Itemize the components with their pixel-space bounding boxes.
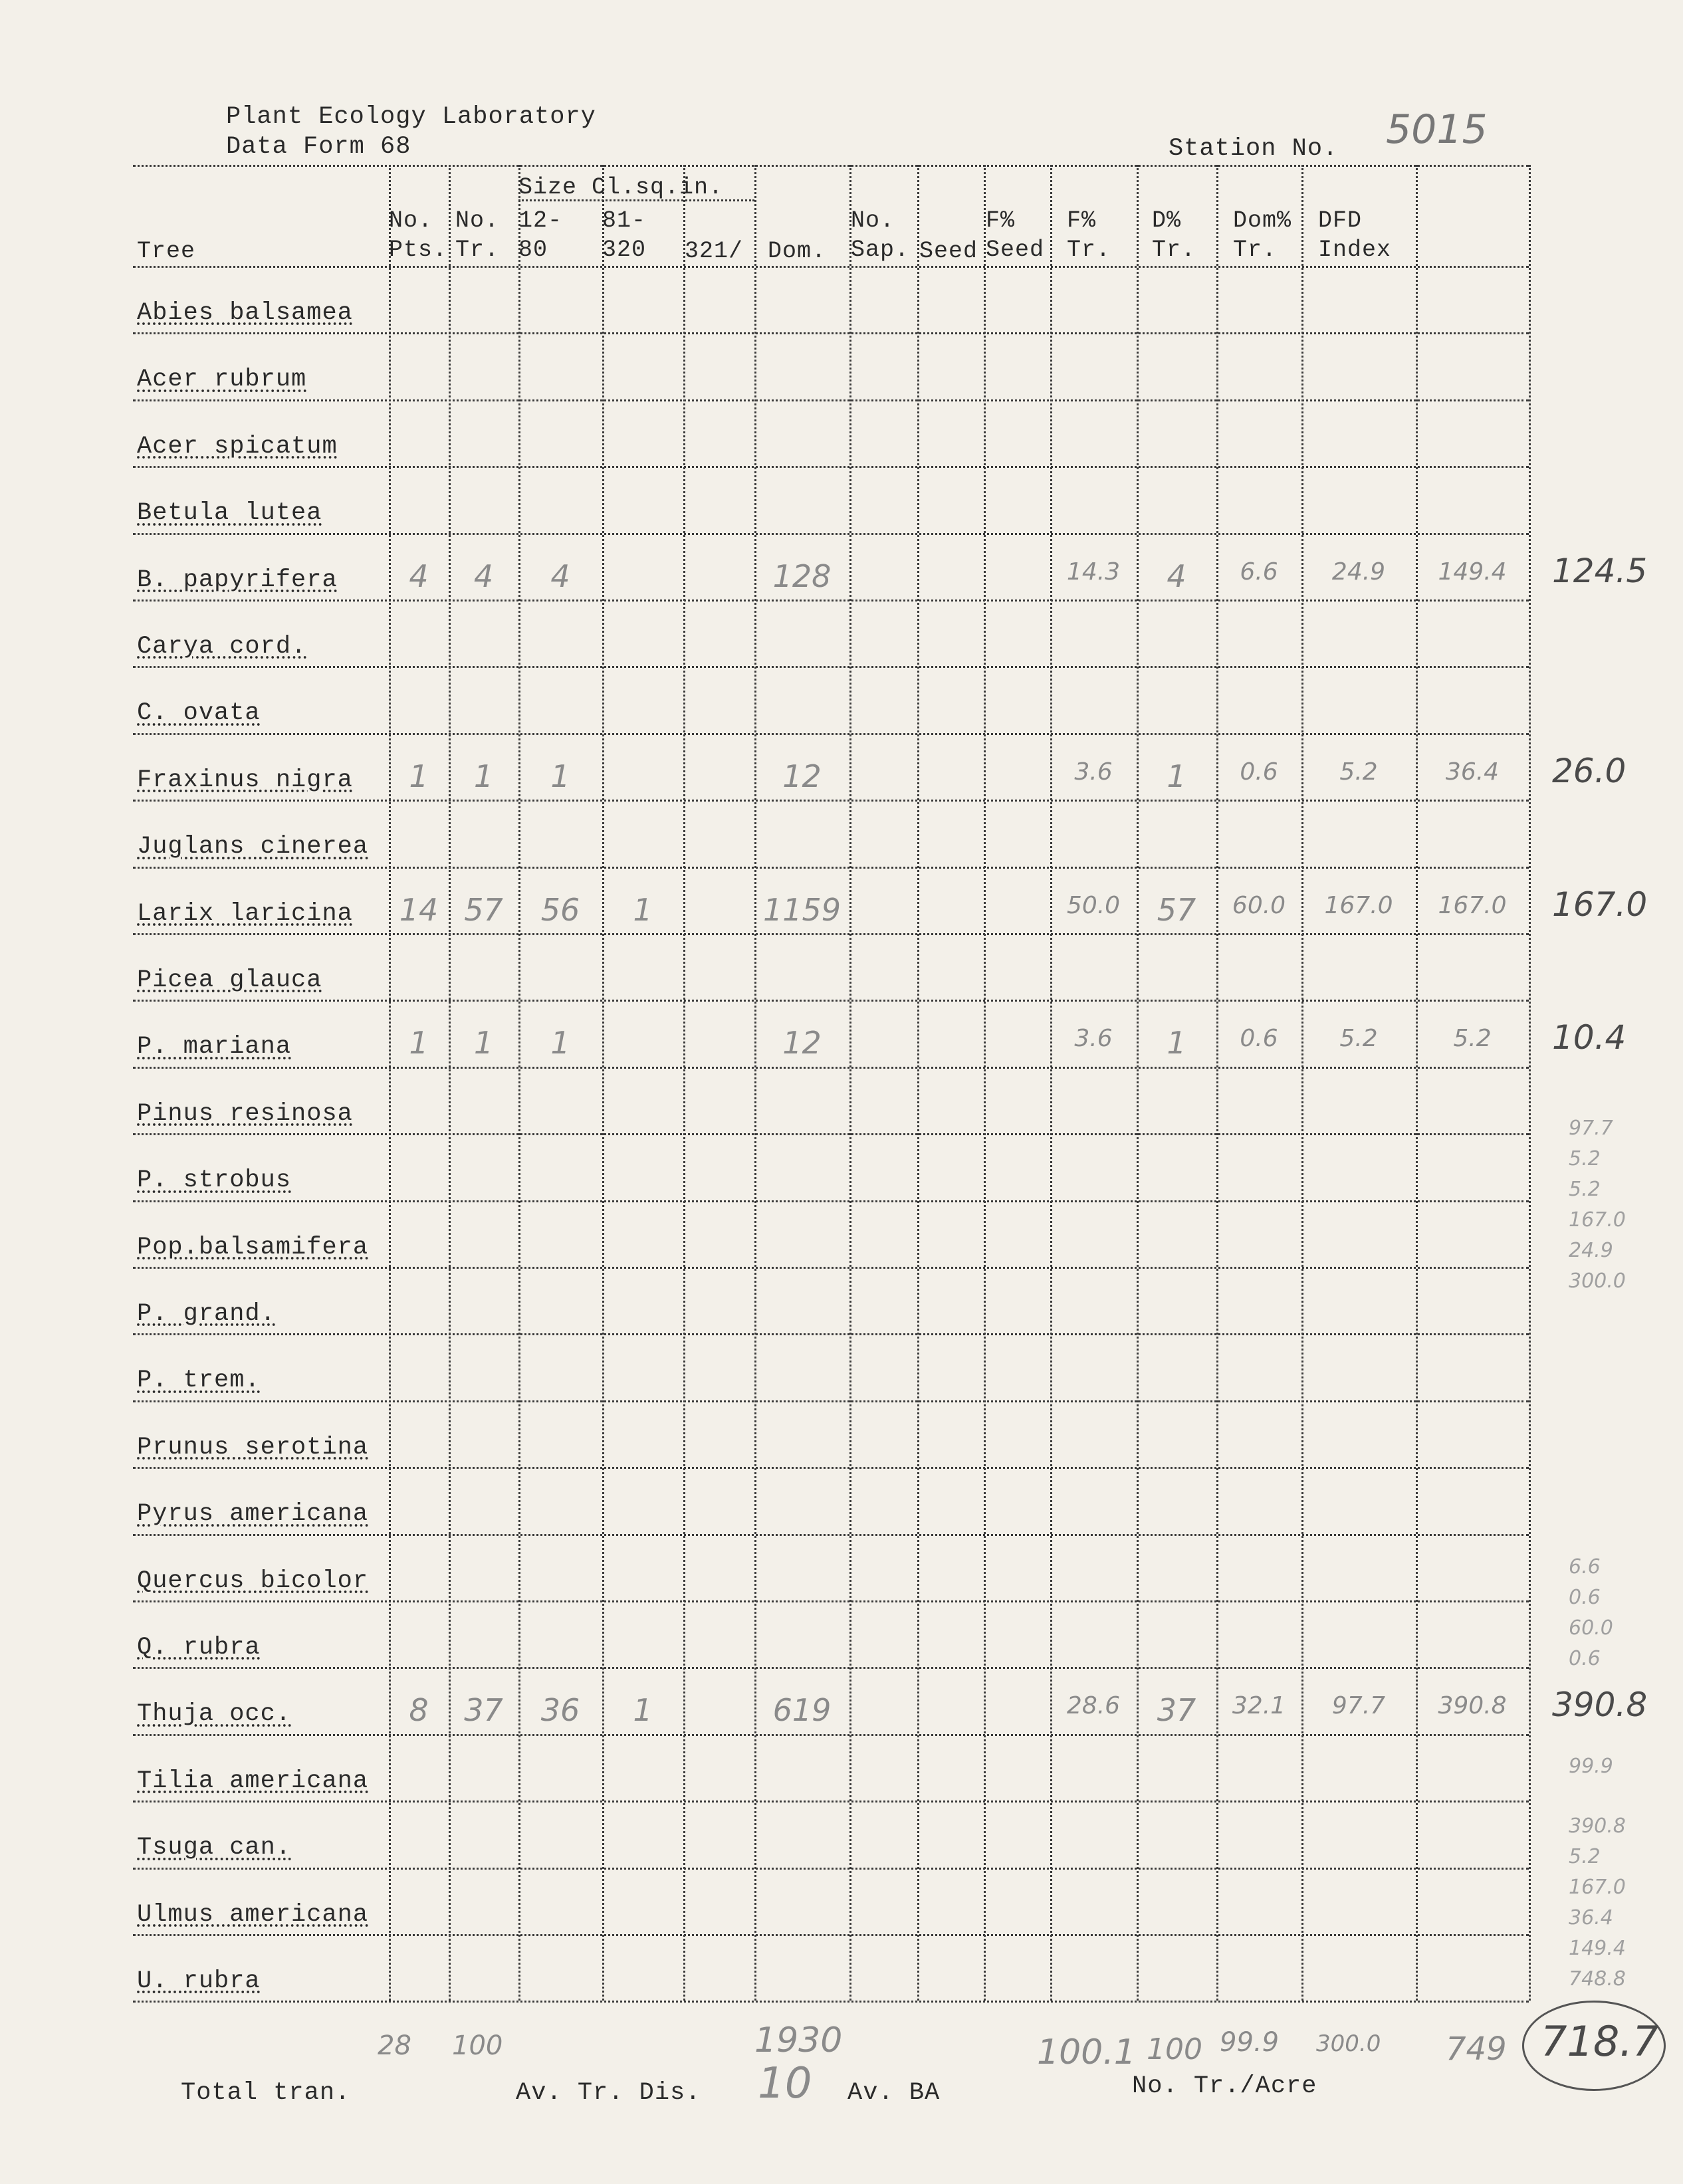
header-no-sap: No. Sap.: [851, 207, 910, 263]
margin-calc-value: 748.8: [1569, 1967, 1626, 1991]
header-size-12-80: 12- 80: [518, 207, 563, 263]
cell-extra: 390.8: [1438, 1692, 1507, 1720]
cell-s2: 1: [633, 1692, 653, 1729]
row-rule: [133, 1133, 1529, 1135]
margin-calc-value: 36.4: [1569, 1906, 1613, 1929]
cell-ftr: 3.6: [1074, 758, 1113, 786]
cell-ftr: 50.0: [1066, 891, 1121, 919]
header-f-seed: F% Seed: [986, 207, 1045, 263]
column-rule: [917, 165, 919, 2001]
cell-ftr: 3.6: [1074, 1025, 1113, 1053]
species-name: B. papyrifera: [137, 566, 338, 594]
margin-calc-value: 60.0: [1569, 1616, 1613, 1640]
column-rule: [984, 165, 986, 2001]
cell-dfd: 5.2: [1339, 1025, 1378, 1053]
margin-calc-value: 5.2: [1569, 1845, 1601, 1868]
total-domtr: 99.9: [1220, 2027, 1280, 2058]
cell-dtr: 1: [1167, 1025, 1186, 1061]
margin-row-total: 390.8: [1552, 1686, 1648, 1725]
cell-s1: 56: [540, 891, 580, 928]
species-name: P. trem.: [137, 1366, 261, 1395]
header-size-class: Size Cl.sq.in.: [518, 174, 724, 201]
species-name: Fraxinus nigra: [137, 766, 353, 794]
row-rule: [133, 266, 1529, 268]
species-name: Tilia americana: [137, 1767, 369, 1795]
cell-pts: 1: [409, 1025, 429, 1061]
cell-s2: 1: [633, 891, 653, 928]
row-rule: [133, 1000, 1529, 1002]
species-name: Larix laricina: [137, 899, 353, 928]
margin-row-total: 26.0: [1552, 751, 1627, 790]
form-number: Data Form 68: [226, 133, 411, 161]
row-rule: [133, 533, 1529, 535]
column-rule: [1050, 165, 1052, 2001]
total-ftr: 100.1: [1037, 2032, 1136, 2072]
footer-no-tr-acre: No. Tr./Acre: [1132, 2072, 1317, 2100]
cell-domtr: 60.0: [1232, 891, 1286, 919]
row-rule: [133, 1467, 1529, 1469]
footer-av-tr-dis: Av. Tr. Dis.: [516, 2079, 701, 2107]
row-rule: [133, 1734, 1529, 1736]
cell-ftr: 28.6: [1066, 1692, 1121, 1720]
species-name: Picea glauca: [137, 966, 322, 994]
row-rule: [133, 1267, 1529, 1269]
species-name: Q. rubra: [137, 1634, 261, 1662]
header-dom: Dom.: [768, 238, 827, 265]
cell-dtr: 1: [1167, 758, 1186, 794]
margin-row-total: 167.0: [1552, 885, 1648, 924]
cell-dom: 12: [782, 758, 822, 794]
row-rule: [133, 666, 1529, 668]
species-name: Acer rubrum: [137, 366, 307, 394]
header-tree: Tree: [137, 238, 196, 265]
header-no-pts: No. Pts.: [389, 207, 448, 263]
species-name: U. rubra: [137, 1967, 261, 1995]
cell-extra: 36.4: [1445, 758, 1500, 786]
margin-calc-value: 0.6: [1569, 1586, 1601, 1609]
species-name: Juglans cinerea: [137, 833, 369, 861]
species-name: Ulmus americana: [137, 1900, 369, 1929]
row-rule: [133, 1400, 1529, 1402]
cell-extra: 5.2: [1453, 1025, 1492, 1053]
cell-pts: 8: [409, 1692, 429, 1729]
margin-calc-value: 167.0: [1569, 1208, 1626, 1232]
margin-calc-value: 6.6: [1569, 1555, 1601, 1579]
cell-dfd: 167.0: [1324, 891, 1393, 919]
cell-s1: 1: [550, 758, 570, 794]
column-rule: [849, 165, 851, 2001]
margin-calc-value: 5.2: [1569, 1178, 1601, 1201]
column-rule: [1416, 165, 1418, 2001]
header-dom-tr: Dom% Tr.: [1233, 207, 1292, 263]
species-name: C. ovata: [137, 699, 261, 728]
footer-av-tr-dis-value: 10: [758, 2059, 812, 2108]
row-rule: [133, 1200, 1529, 1202]
circled-total: 718.7: [1541, 2017, 1659, 2066]
row-rule: [133, 1333, 1529, 1335]
header-dfd-index: DFD Index: [1318, 207, 1392, 263]
cell-dom: 1159: [762, 891, 842, 928]
total-dtr: 100: [1147, 2032, 1202, 2066]
cell-tr: 1: [473, 758, 494, 794]
row-rule: [133, 1667, 1529, 1669]
cell-ftr: 14.3: [1066, 558, 1121, 586]
cell-pts: 4: [409, 558, 429, 594]
row-rule: [133, 1801, 1529, 1802]
footer-av-ba: Av. BA: [847, 2079, 941, 2107]
cell-s1: 4: [550, 558, 570, 594]
species-name: Pop.balsamifera: [137, 1233, 369, 1261]
row-rule: [133, 399, 1529, 401]
row-rule: [133, 1600, 1529, 1602]
cell-dfd: 24.9: [1331, 558, 1386, 586]
row-rule: [133, 733, 1529, 735]
column-rule: [1301, 165, 1303, 2001]
total-tr: 100: [452, 2030, 503, 2061]
cell-pts: 14: [399, 891, 439, 928]
margin-calc-value: 149.4: [1569, 1937, 1626, 1960]
species-name: Tsuga can.: [137, 1834, 292, 1862]
row-rule: [133, 2001, 1529, 2003]
species-name: Prunus serotina: [137, 1433, 369, 1462]
species-name: Acer spicatum: [137, 432, 338, 461]
cell-dtr: 57: [1157, 891, 1196, 928]
lab-title: Plant Ecology Laboratory: [226, 103, 596, 131]
cell-dtr: 37: [1157, 1692, 1196, 1729]
row-rule: [133, 1067, 1529, 1069]
species-name: Abies balsamea: [137, 299, 353, 327]
total-pts: 28: [378, 2030, 411, 2061]
margin-calc-value: 167.0: [1569, 1876, 1626, 1899]
cell-dom: 128: [772, 558, 832, 594]
cell-extra: 149.4: [1438, 558, 1507, 586]
header-f-tr: F% Tr.: [1067, 207, 1111, 263]
cell-tr: 37: [464, 1692, 503, 1729]
margin-calc-value: 390.8: [1569, 1814, 1626, 1838]
row-rule: [133, 466, 1529, 468]
total-extra: 749: [1446, 2030, 1507, 2068]
cell-s1: 36: [540, 1692, 580, 1729]
row-rule: [133, 600, 1529, 601]
margin-calc-value: 300.0: [1569, 1269, 1626, 1293]
margin-row-total: 10.4: [1552, 1018, 1627, 1057]
cell-extra: 167.0: [1438, 891, 1507, 919]
header-no-tr: No. Tr.: [455, 207, 500, 263]
cell-domtr: 6.6: [1240, 558, 1278, 586]
species-name: Thuja occ.: [137, 1700, 292, 1729]
row-rule: [133, 332, 1529, 334]
margin-calc-value: 24.9: [1569, 1239, 1613, 1262]
margin-calc-value: 0.6: [1569, 1647, 1601, 1670]
margin-calc-value: 97.7: [1569, 1117, 1613, 1140]
species-name: Carya cord.: [137, 633, 307, 661]
species-name: Pinus resinosa: [137, 1099, 353, 1128]
cell-tr: 4: [473, 558, 494, 594]
cell-dfd: 97.7: [1331, 1692, 1386, 1720]
cell-dtr: 4: [1167, 558, 1186, 594]
row-rule: [133, 1534, 1529, 1536]
column-rule: [1529, 165, 1531, 2001]
cell-s1: 1: [550, 1025, 570, 1061]
cell-domtr: 0.6: [1240, 1025, 1278, 1053]
header-size-81-320: 81- 320: [602, 207, 647, 263]
species-name: Betula lutea: [137, 499, 322, 528]
table-top-rule: [133, 165, 1529, 167]
cell-domtr: 32.1: [1232, 1692, 1286, 1720]
station-value: 5015: [1386, 106, 1488, 153]
column-rule: [683, 165, 685, 2001]
row-rule: [133, 1934, 1529, 1936]
station-label: Station No.: [1169, 135, 1339, 163]
margin-calc-value: 5.2: [1569, 1147, 1601, 1170]
margin-row-total: 124.5: [1552, 551, 1648, 590]
species-name: Pyrus americana: [137, 1500, 369, 1529]
species-name: P. mariana: [137, 1033, 292, 1061]
row-rule: [133, 867, 1529, 869]
cell-dom: 12: [782, 1025, 822, 1061]
cell-dfd: 5.2: [1339, 758, 1378, 786]
total-dom: 1930: [754, 2020, 843, 2060]
cell-dom: 619: [772, 1692, 832, 1729]
species-name: P. grand.: [137, 1300, 276, 1328]
header-d-tr: D% Tr.: [1152, 207, 1196, 263]
header-seed: Seed: [919, 238, 978, 265]
margin-calc-value: 99.9: [1569, 1755, 1613, 1778]
header-size-321: 321/: [685, 238, 744, 265]
cell-tr: 57: [464, 891, 503, 928]
row-rule: [133, 800, 1529, 802]
footer-total-tran: Total tran.: [181, 2079, 351, 2107]
cell-pts: 1: [409, 758, 429, 794]
row-rule: [133, 1868, 1529, 1870]
species-name: P. strobus: [137, 1166, 292, 1195]
total-dfd: 300.0: [1316, 2030, 1381, 2057]
cell-domtr: 0.6: [1240, 758, 1278, 786]
column-rule: [1216, 165, 1218, 2001]
species-name: Quercus bicolor: [137, 1567, 369, 1595]
row-rule: [133, 933, 1529, 935]
cell-tr: 1: [473, 1025, 494, 1061]
